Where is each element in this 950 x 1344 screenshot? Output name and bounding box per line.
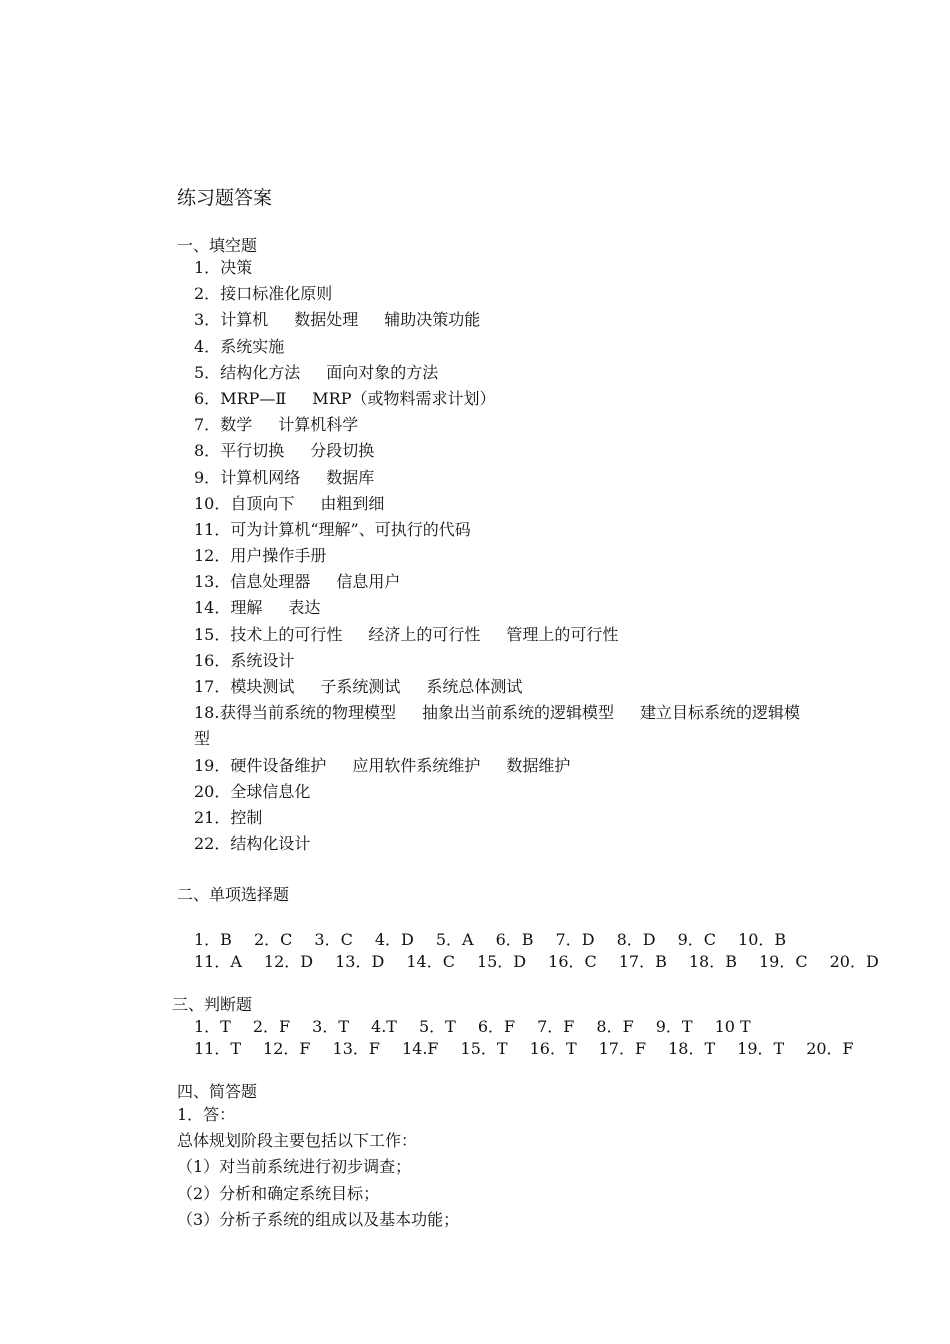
short-answer-line: （1）对当前系统进行初步调查； [177,1157,412,1177]
answer-text: 决策 [220,258,253,277]
item-number: 17． [194,677,231,696]
answer-text: 用户操作手册 [230,546,327,566]
item-number: 9． [194,467,221,487]
judge-answer-cell: 4.T [371,1017,397,1036]
section-heading-short: 四、简答题 [177,1082,258,1101]
answer-text: 信息用户 [336,572,401,592]
judge-answer-cell: 17．F [598,1039,647,1058]
short-answer-line: 总体规划阶段主要包括以下工作： [177,1131,418,1151]
judge-answer-cell: 16．T [529,1039,577,1058]
judge-answer-cell: 7．F [537,1017,575,1036]
answer-text: 控制 [230,807,263,827]
answer-text: 接口标准化原则 [220,284,333,304]
answer-text: 面向对象的方法 [326,362,439,382]
answer-text: 信息处理器 [230,572,311,592]
answer-text: 计算机网络 [220,467,301,487]
judge-answer-cell: 1．T [194,1017,231,1036]
fill-answer-item [194,255,834,281]
answer-text: 结构化方法 [220,362,301,382]
item-number: 8． [194,441,221,461]
answer-text: 技术上的可行性 [230,624,343,644]
choice-answer-cell: 4．D [374,930,414,949]
choice-answer-row [194,951,901,973]
choice-answer-cell: 7．D [555,930,595,949]
choice-answer-row [194,929,901,951]
judge-answer-cell: 14.F [401,1039,439,1058]
fill-answer-item [194,334,834,360]
fill-answer-item [194,674,834,700]
answer-text: 抽象出当前系统的逻辑模型 [422,703,615,723]
choice-answer-cell: 15．D [476,952,527,971]
answer-text: 获得当前系统的物理模型 [220,703,397,723]
item-number: 11． [194,519,231,539]
choice-answer-cell: 17．B [618,952,667,971]
answer-text: 辅助决策功能 [384,310,481,330]
judge-answer-cell: 3．T [312,1017,350,1036]
item-number: 3． [194,310,221,330]
choice-answer-cell: 20．D [829,952,879,971]
fill-answer-item [194,753,834,779]
item-number: 6． [194,388,221,408]
short-answer-text [177,1102,817,1233]
answer-text: 表达 [288,598,321,618]
fill-answer-item [194,307,834,333]
judge-answer-cell: 15．T [460,1039,508,1058]
fill-answer-item [194,386,834,412]
answer-text: MRP—Ⅱ [220,388,287,408]
item-number: 20． [194,781,231,801]
short-answer-line: 1．答： [177,1105,236,1124]
item-number: 15． [194,624,231,644]
judge-answer-cell: 8．F [596,1017,634,1036]
choice-answer-cell: 6．B [495,930,534,949]
judge-answer-cell: 2．F [252,1017,291,1036]
answer-text: 经济上的可行性 [368,624,481,644]
judge-answer-cell: 11．T [194,1039,242,1058]
judge-answer-cell: 13．F [332,1039,380,1058]
page-title: 练习题答案 [177,187,273,209]
fill-answer-item [194,805,834,831]
section-heading-choice: 二、单项选择题 [177,885,290,904]
answer-text: 结构化设计 [230,834,311,854]
item-number: 13． [194,572,231,592]
answer-text: 数据处理 [294,310,359,330]
answer-text: 子系统测试 [320,677,401,696]
fill-answer-item [194,569,834,595]
item-number: 22． [194,834,231,854]
answer-text: 数学 [220,415,253,435]
choice-answer-cell: 8．D [616,930,656,949]
item-number: 14． [194,598,231,618]
answer-text: 数据维护 [506,755,571,775]
answer-text: 系统实施 [220,336,285,356]
answer-text: 全球信息化 [230,781,311,801]
answer-text: 平行切换 [220,441,285,461]
choice-answer-cell: 12．D [263,952,314,971]
judge-answer-cell: 20．F [806,1039,854,1058]
answer-text: 硬件设备维护 [230,755,327,775]
fill-answer-item [194,491,834,517]
choice-answer-cell: 14．C [406,952,455,971]
answer-text: 系统总体测试 [426,677,523,696]
short-answer-line: （3）分析子系统的组成以及基本功能； [177,1209,460,1229]
fill-answer-item [194,831,834,857]
choice-answer-cell: 1．B [194,930,232,949]
choice-answer-cell: 10．B [738,930,787,949]
item-number: 7． [194,415,221,435]
choice-answer-cell: 19．C [759,952,808,971]
item-number: 18. [194,703,220,723]
answer-text: 数据库 [326,467,375,487]
answer-text: 计算机科学 [278,415,359,435]
judge-answer-cell: 12．F [263,1039,311,1058]
judge-answer-grid [194,1016,876,1060]
fill-answer-item [194,700,814,752]
short-answer-line: （2）分析和确定系统目标； [177,1183,380,1203]
choice-answer-cell: 13．D [335,952,385,971]
answer-text: 自顶向下 [230,493,295,513]
choice-answer-cell: 5．A [435,930,474,949]
fill-answer-item [194,595,834,621]
section-heading-judge: 三、判断题 [172,995,253,1014]
judge-answer-cell: 18．T [668,1039,716,1058]
item-number: 12． [194,546,231,566]
choice-answer-cell: 18．B [688,952,737,971]
answer-text: 模块测试 [230,677,295,696]
item-number: 2． [194,284,221,304]
choice-answer-cell: 3．C [314,930,353,949]
fill-answer-item [194,360,834,386]
answer-text: 分段切换 [310,441,375,461]
answer-text: 计算机 [220,310,269,330]
judge-answer-cell: 5．T [418,1017,456,1036]
choice-answer-cell: 16．C [548,952,597,971]
fill-answer-item [194,779,834,805]
answer-text: 系统设计 [230,650,295,670]
fill-answer-item [194,543,834,569]
item-number: 5． [194,362,221,382]
item-number: 19． [194,755,231,775]
item-number: 21． [194,807,231,827]
fill-answer-item [194,281,834,307]
answer-text: 由粗到细 [320,493,385,513]
item-number: 10． [194,493,231,513]
choice-answer-cell: 9．C [677,930,717,949]
answer-text: MRP（或物料需求计划） [312,388,496,408]
section-heading-fill: 一、填空题 [177,236,258,255]
fill-answer-item [194,412,834,438]
judge-answer-cell: 10 T [714,1017,751,1036]
answer-text: 管理上的可行性 [506,624,619,644]
judge-answer-cell: 19．T [737,1039,785,1058]
answer-text: 建立目标系统的逻辑模型 [194,703,801,749]
judge-answer-cell: 6．F [477,1017,516,1036]
fill-answer-list [194,255,834,857]
answer-text: 可为计算机“理解”、可执行的代码 [230,519,471,539]
judge-answer-row [194,1038,876,1060]
fill-answer-item [194,622,834,648]
fill-answer-item [194,517,834,543]
judge-answer-cell: 9．T [655,1017,693,1036]
item-number: 4． [194,336,221,356]
fill-answer-item [194,648,834,674]
choice-answer-cell: 2．C [253,930,293,949]
fill-answer-item [194,438,834,464]
answer-text: 应用软件系统维护 [352,755,481,775]
item-number: 16． [194,650,231,670]
item-number: 1． [194,258,221,277]
choice-answer-cell: 11．A [194,952,242,971]
answer-text: 理解 [230,598,263,618]
fill-answer-item [194,465,834,491]
choice-answer-grid [194,929,901,973]
judge-answer-row [194,1016,876,1038]
